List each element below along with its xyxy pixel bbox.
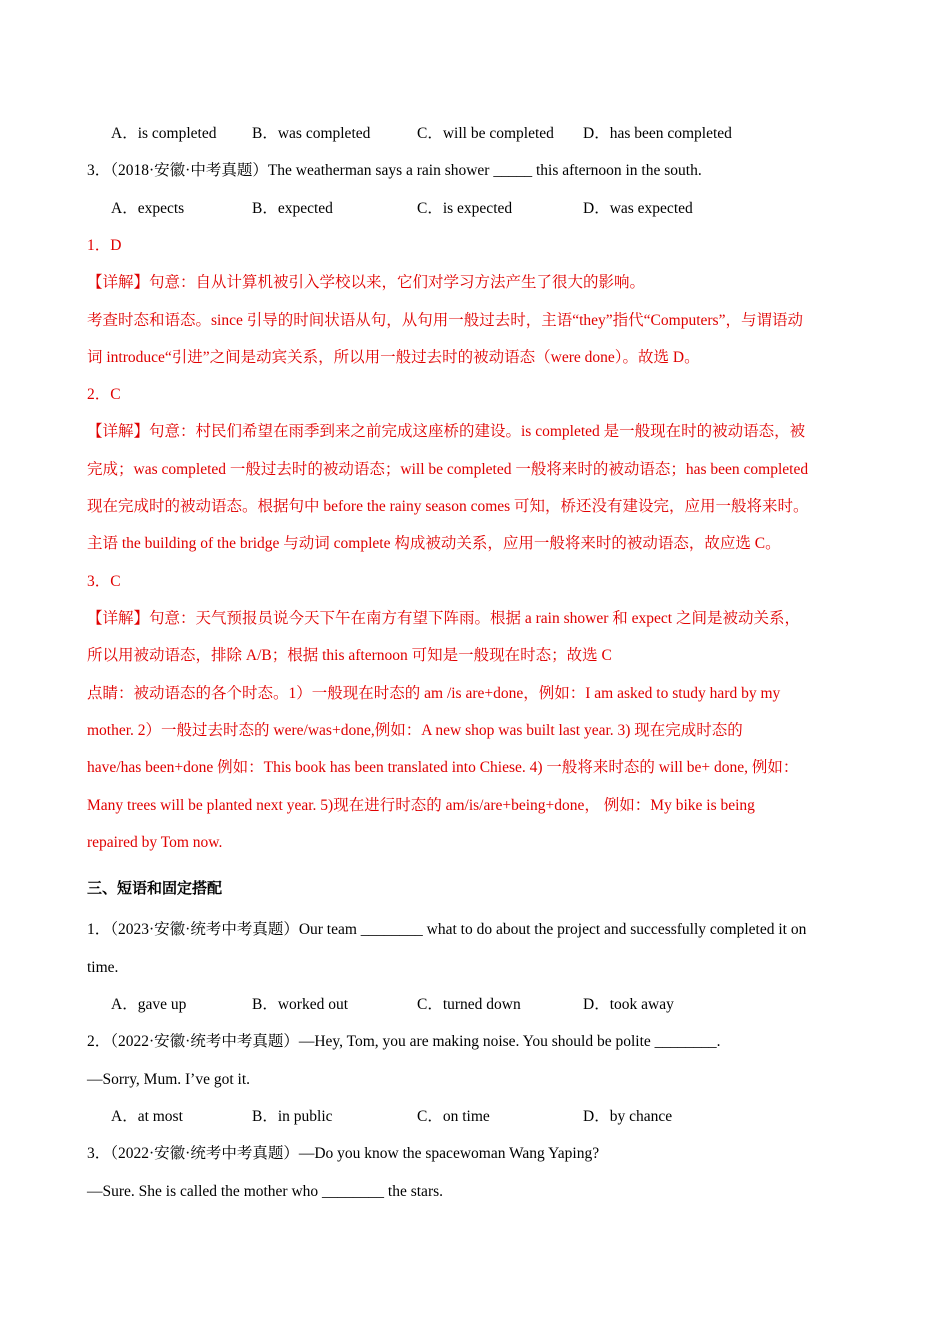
answer-3-explanation: 所以用被动语态，排除 A/B；根据 this afternoon 可知是一般现在时态；故选 C [87, 647, 612, 664]
option-a: A．at most [111, 1108, 183, 1125]
answer-2-label: 2．C [87, 386, 121, 403]
question-3-stem: 3．（2018·安徽·中考真题）The weatherman says a rain shower _____ this afternoon in the south. [87, 162, 702, 179]
answer-2-explanation: 现在完成时的被动语态。根据句中 before the rainy season comes 可知，桥还没有建设完，应用一般将来时。 [87, 498, 809, 515]
option-b: B．was completed [252, 125, 371, 142]
answer-1-explanation: 【详解】句意：自从计算机被引入学校以来，它们对学习方法产生了很大的影响。 [87, 274, 646, 291]
answer-1-label: 1．D [87, 237, 122, 254]
option-b: B．worked out [252, 996, 349, 1013]
option-a: A．is completed [111, 125, 217, 142]
answer-3-explanation: Many trees will be planted next year. 5)现在进行时态的 am/is/are+being+done， 例如：My bike is being [87, 797, 755, 814]
option-b: B．in public [252, 1108, 333, 1125]
option-c: C．is expected [417, 200, 513, 217]
answer-3-explanation: 点睛：被动语态的各个时态。1）一般现在时态的 am /is are+done，例如：I am asked to study hard by my [87, 685, 781, 702]
section3-question-2-stem: —Sorry, Mum. I’ve got it. [87, 1071, 251, 1088]
option-a: A．gave up [111, 996, 187, 1013]
answer-2-explanation: 主语 the building of the bridge 与动词 complete 构成被动关系，应用一般将来时的被动语态，故应选 C。 [87, 535, 781, 552]
section3-question-3-stem: 3．（2022·安徽·统考中考真题）—Do you know the spacewoman Wang Yaping? [87, 1145, 600, 1162]
answer-3-explanation: 【详解】句意：天气预报员说今天下午在南方有望下阵雨。根据 a rain shower 和 expect 之间是被动关系， [87, 610, 800, 627]
answer-3-explanation: have/has been+done 例如：This book has been translated into Chiese. 4) 一般将来时态的 will be+ done, 例如： [87, 759, 799, 776]
option-c: C．will be completed [417, 125, 554, 142]
section-heading: 三、短语和固定搭配 [87, 879, 223, 897]
option-c: C．turned down [417, 996, 521, 1013]
answer-2-explanation: 【详解】句意：村民们希望在雨季到来之前完成这座桥的建设。is completed 是一般现在时的被动语态，被 [87, 423, 806, 440]
section3-question-1-stem: 1．（2023·安徽·统考中考真题）Our team ________ what to do about the project and successfully completed it on [87, 921, 807, 938]
answer-1-explanation: 词 introduce“引进”之间是动宾关系，所以用一般过去时的被动语态（were done）。故选 D。 [87, 349, 700, 366]
answer-2-explanation: 完成；was completed 一般过去时的被动语态；will be completed 一般将来时的被动语态；has been completed [87, 461, 809, 478]
option-d: D．by chance [583, 1108, 673, 1125]
option-d: D．has been completed [583, 125, 732, 142]
option-d: D．took away [583, 996, 674, 1013]
answer-1-explanation: 考查时态和语态。since 引导的时间状语从句，从句用一般过去时，主语“they”指代“Computers”，与谓语动 [87, 312, 803, 329]
answer-3-explanation: mother. 2）一般过去时态的 were/was+done,例如：A new shop was built last year. 3) 现在完成时态的 [87, 722, 743, 739]
answer-3-explanation: repaired by Tom now. [87, 834, 223, 851]
option-d: D．was expected [583, 200, 693, 217]
option-c: C．on time [417, 1108, 490, 1125]
answer-3-label: 3．C [87, 573, 121, 590]
option-b: B．expected [252, 200, 333, 217]
section3-question-2-stem: 2．（2022·安徽·统考中考真题）—Hey, Tom, you are making noise. You should be polite ________. [87, 1033, 721, 1050]
section3-question-1-stem: time. [87, 959, 119, 976]
section3-question-3-stem: —Sure. She is called the mother who ________ the stars. [87, 1183, 444, 1200]
option-a: A．expects [111, 200, 185, 217]
